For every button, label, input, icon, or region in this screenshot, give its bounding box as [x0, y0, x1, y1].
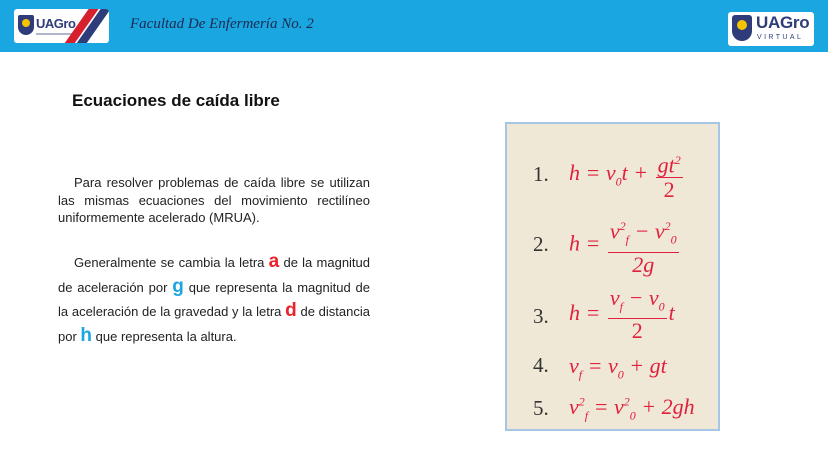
- formula-number: 4.: [533, 353, 549, 377]
- formula-5-sub: 0: [629, 408, 636, 423]
- formula-1-fraction: [656, 148, 683, 202]
- formula-2-fraction: [608, 214, 679, 277]
- formula-4-sub: f: [578, 367, 583, 382]
- paragraph-substitution: [58, 250, 370, 348]
- header-title: Facultad De Enfermería No. 2: [130, 16, 314, 32]
- formula-4-term: v: [569, 353, 579, 378]
- formula-3-tail: t: [668, 299, 675, 325]
- highlight-letter-h: h: [80, 324, 93, 346]
- formula-5-term: + 2gh: [635, 394, 695, 419]
- formula-2-term: v: [609, 218, 620, 244]
- formula-number: 2.: [533, 232, 549, 256]
- formula-3-term: − v: [622, 285, 659, 310]
- header-bar: [0, 0, 828, 52]
- formula-1-sup: 2: [674, 153, 681, 167]
- formula-2-sub: f: [625, 232, 629, 247]
- formula-5-term: v: [569, 394, 579, 419]
- highlight-letter-g: g: [172, 275, 184, 297]
- uagro-logo-left: [14, 9, 109, 43]
- formula-2: [569, 214, 681, 277]
- logo-left-text: UAGro: [36, 16, 76, 31]
- formula-4-sub: 0: [617, 367, 624, 382]
- formula-4-term: = v: [582, 353, 618, 378]
- paragraph-text: que representa la altura.: [95, 328, 237, 344]
- uagro-virtual-logo: [728, 12, 814, 46]
- logo-right-text: UAGro: [756, 13, 810, 32]
- page-title: Ecuaciones de caída libre: [72, 91, 280, 110]
- formula-4-term: + gt: [623, 353, 667, 378]
- logo-right-sub: VIRTUAL: [757, 34, 804, 41]
- formula-1-sub: 0: [615, 174, 622, 189]
- formula-1-mid: t +: [621, 160, 649, 186]
- paragraph-text: que representa la magnitud de la aceleración de la gravedad y la letra: [58, 279, 370, 319]
- paragraph-text: de distancia por: [58, 304, 370, 344]
- formula-3-sub: f: [619, 299, 623, 314]
- formula-5-sup: 2: [578, 394, 585, 409]
- formula-5-sub: f: [584, 408, 589, 423]
- formula-panel: [505, 122, 720, 431]
- formula-3-sub: 0: [658, 299, 665, 314]
- paragraph-text: Generalmente se cambia la letra: [74, 255, 265, 270]
- formula-3-fraction: [608, 286, 667, 343]
- formula-3-term: v: [609, 285, 620, 310]
- crest-icon: [732, 15, 752, 41]
- formula-5-sup: 2: [623, 394, 630, 409]
- formula-4: [569, 353, 667, 382]
- formula-number: 5.: [533, 396, 549, 420]
- formula-1: [569, 148, 685, 202]
- formula-2-lhs: h =: [569, 230, 601, 256]
- formula-number: 3.: [533, 304, 549, 328]
- paragraph-text: de la magnitud de aceleración por: [58, 255, 371, 295]
- formula-5-term: = v: [588, 394, 624, 419]
- highlight-letter-d: d: [285, 300, 297, 321]
- formula-1-num: gt: [657, 152, 675, 178]
- formula-3-lhs: h =: [569, 299, 601, 325]
- formula-5: [569, 394, 695, 423]
- formula-2-sub: 0: [670, 232, 677, 247]
- formula-2-term: − v: [628, 218, 665, 244]
- formula-3: [569, 286, 675, 343]
- crest-icon: [18, 15, 34, 35]
- formula-2-sup: 2: [619, 219, 626, 233]
- formula-1-den: 2: [663, 177, 675, 203]
- formula-2-sup: 2: [664, 219, 671, 233]
- formula-number: 1.: [533, 162, 549, 186]
- formula-3-den: 2: [631, 318, 643, 344]
- paragraph-intro-text: Para resolver problemas de caída libre se utilizan las mismas ecuaciones del movimiento rectilíneo uniformemente acelerado (MRUA).: [58, 175, 370, 225]
- highlight-letter-a: a: [268, 251, 280, 272]
- formula-2-den: 2g: [632, 251, 655, 277]
- paragraph-intro: [58, 174, 370, 227]
- formula-1-lhs: h = v: [569, 160, 616, 186]
